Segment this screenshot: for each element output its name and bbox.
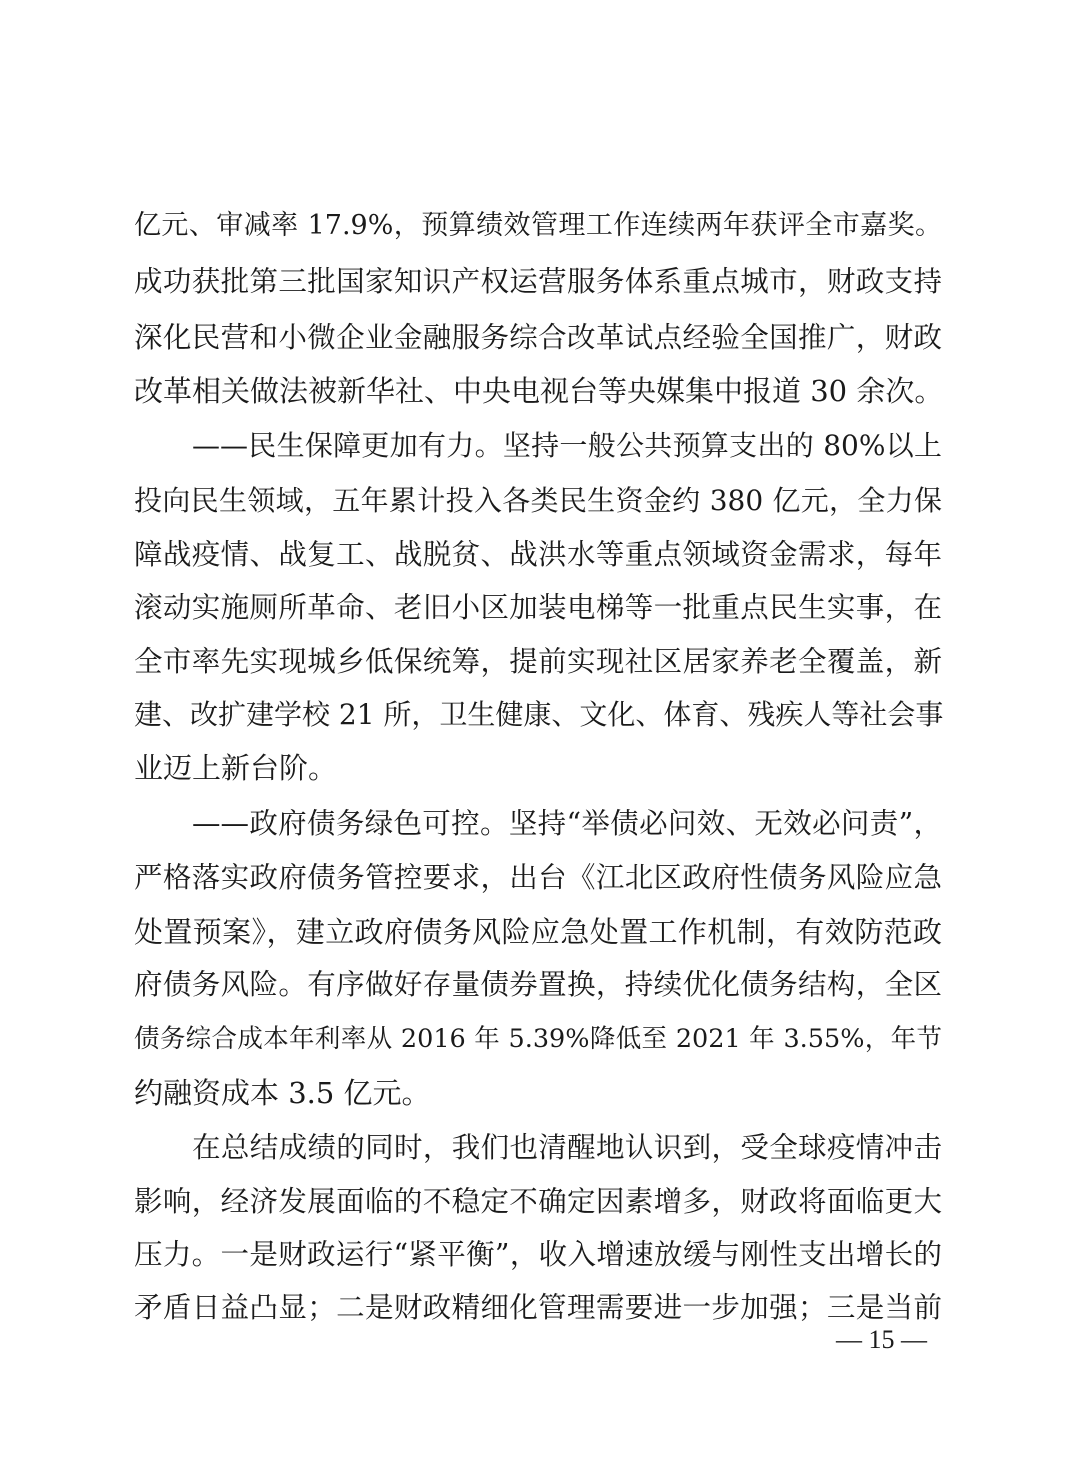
text-line-1: 亿元、审减率 17.9%，预算绩效管理工作连续两年获评全市嘉奖。 xyxy=(134,210,942,241)
text-line-8: 滚动实施厕所革命、老旧小区加装电梯等一批重点民生实事，在 xyxy=(134,591,942,624)
text-line-21: 矛盾日益凸显；二是财政精细化管理需要进一步加强；三是当前 xyxy=(134,1291,942,1324)
text-line-20: 压力。一是财政运行“紧平衡”，收入增速放缓与刚性支出增长的 xyxy=(134,1238,942,1271)
text-line-17: 约融资成本 3.5 亿元。 xyxy=(134,1076,431,1110)
text-line-16: 债务综合成本年利率从 2016 年 5.39%降低至 2021 年 3.55%，年节 xyxy=(134,1024,942,1054)
page-number: — 15 — xyxy=(836,1325,927,1354)
text-line-11: 业迈上新台阶。 xyxy=(134,751,338,785)
text-line-4: 改革相关做法被新华社、中央电视台等央媒集中报道 30 余次。 xyxy=(134,374,944,408)
text-line-2: 成功获批第三批国家知识产权运营服务体系重点城市，财政支持 xyxy=(134,265,942,298)
text-line-19: 影响，经济发展面临的不稳定不确定因素增多，财政将面临更大 xyxy=(134,1185,942,1218)
text-line-15: 府债务风险。有序做好存量债券置换，持续优化债务结构，全区 xyxy=(134,968,942,1001)
text-line-6: 投向民生领域，五年累计投入各类民生资金约 380 亿元，全力保 xyxy=(134,484,942,517)
text-line-10: 建、改扩建学校 21 所，卫生健康、文化、体育、残疾人等社会事 xyxy=(134,698,944,731)
text-line-14: 处置预案》，建立政府债务风险应急处置工作机制，有效防范政 xyxy=(134,915,942,949)
text-line-3: 深化民营和小微企业金融服务综合改革试点经验全国推广，财政 xyxy=(134,321,942,354)
text-line-13: 严格落实政府债务管控要求，出台《江北区政府性债务风险应急 xyxy=(134,861,942,894)
paragraph-heading-debt: ——政府债务绿色可控。坚持“举债必问效、无效必问责”， xyxy=(192,807,942,840)
text-line-7: 障战疫情、战复工、战脱贫、战洪水等重点领域资金需求，每年 xyxy=(134,538,942,571)
text-line-9: 全市率先实现城乡低保统筹，提前实现社区居家养老全覆盖，新 xyxy=(134,645,942,678)
paragraph-heading-livelihood: ——民生保障更加有力。坚持一般公共预算支出的 80%以上 xyxy=(192,429,942,462)
paragraph-challenges-start: 在总结成绩的同时，我们也清醒地认识到，受全球疫情冲击 xyxy=(192,1131,942,1164)
